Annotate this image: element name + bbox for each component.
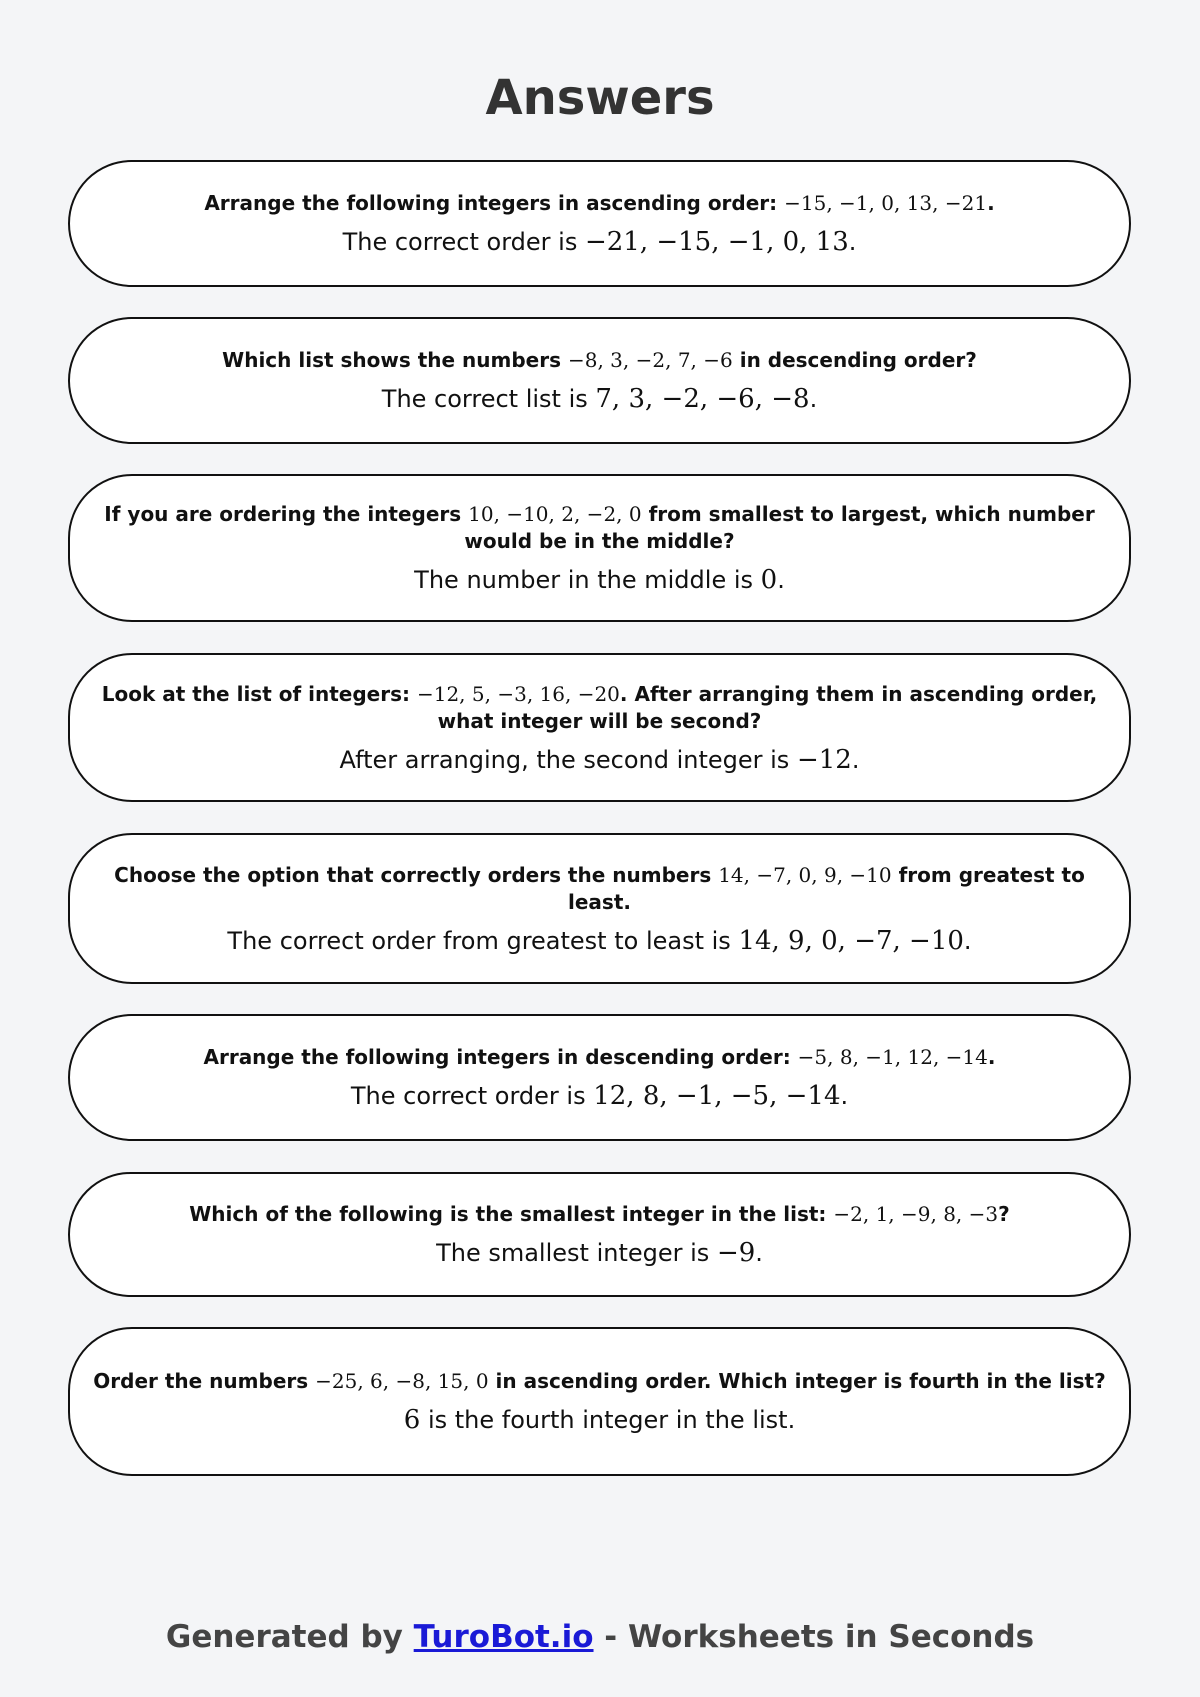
answer-text xyxy=(343,227,857,257)
question-suffix: ? xyxy=(998,1202,1010,1226)
answer-card-3 xyxy=(68,474,1131,622)
answer-text xyxy=(351,1081,848,1111)
footer-prefix: Generated by xyxy=(165,1619,414,1655)
answer-math: 12, 8, −1, −5, −14 xyxy=(593,1081,841,1111)
answer-card-8 xyxy=(68,1327,1131,1476)
question-suffix: in ascending order. Which integer is fourth in the list? xyxy=(488,1369,1106,1393)
answer-prefix: The smallest integer is xyxy=(436,1239,717,1267)
question-prefix: Look at the list of integers: xyxy=(101,681,417,706)
answer-suffix: . xyxy=(809,385,818,413)
answer-prefix: After arranging, the second integer is xyxy=(339,745,797,774)
question-suffix: . After arranging them in ascending order, what integer will be second? xyxy=(437,681,1098,733)
answer-prefix: The correct order from greatest to least is xyxy=(227,926,739,955)
question-suffix: in descending order? xyxy=(732,348,977,372)
question-text xyxy=(92,862,1107,916)
answer-math: 7, 3, −2, −6, −8 xyxy=(595,384,810,414)
answer-card-1 xyxy=(68,160,1131,287)
footer xyxy=(0,1617,1200,1657)
question-text xyxy=(204,190,994,217)
answer-card-5 xyxy=(68,833,1131,984)
question-text xyxy=(92,681,1107,735)
question-prefix: Which of the following is the smallest integer in the list: xyxy=(189,1202,834,1226)
answer-card-4 xyxy=(68,653,1131,802)
answer-math: −21, −15, −1, 0, 13 xyxy=(584,227,849,257)
question-math: −2, 1, −9, 8, −3 xyxy=(833,1202,999,1226)
answer-text xyxy=(340,745,860,775)
answer-suffix: . xyxy=(963,926,972,955)
answer-text xyxy=(382,384,817,414)
footer-suffix: - Worksheets in Seconds xyxy=(593,1619,1035,1655)
question-prefix: Which list shows the numbers xyxy=(222,348,568,372)
question-text xyxy=(222,347,977,374)
answer-math: −9 xyxy=(716,1238,756,1268)
answer-suffix: . xyxy=(777,566,785,594)
answer-prefix: The correct order is xyxy=(350,1082,594,1110)
answer-card-6 xyxy=(68,1014,1131,1141)
answer-prefix: The correct list is xyxy=(381,385,596,413)
question-suffix: . xyxy=(987,191,995,215)
question-math: 10, −10, 2, −2, 0 xyxy=(468,502,642,526)
turobot-link[interactable]: TuroBot.io xyxy=(413,1619,594,1655)
question-prefix: Arrange the following integers in ascending order: xyxy=(204,191,785,215)
answer-text xyxy=(436,1238,763,1268)
answer-suffix: is the fourth integer in the list. xyxy=(420,1406,796,1434)
answer-text xyxy=(404,1405,795,1435)
question-math: 14, −7, 0, 9, −10 xyxy=(718,862,892,887)
question-prefix: Choose the option that correctly orders the numbers xyxy=(114,862,719,887)
answer-suffix: . xyxy=(840,1082,849,1110)
question-math: −8, 3, −2, 7, −6 xyxy=(567,348,733,372)
question-math: −12, 5, −3, 16, −20 xyxy=(416,681,620,706)
answer-math: 14, 9, 0, −7, −10 xyxy=(738,925,964,956)
answer-suffix: . xyxy=(851,745,860,774)
answer-math: −12 xyxy=(796,744,852,775)
question-math: −15, −1, 0, 13, −21 xyxy=(784,191,988,215)
question-suffix: . xyxy=(987,1045,996,1069)
question-text xyxy=(189,1201,1010,1228)
answer-prefix: The correct order is xyxy=(342,228,585,256)
question-math: −25, 6, −8, 15, 0 xyxy=(315,1369,489,1393)
question-suffix: from greatest to least. xyxy=(568,862,1085,914)
question-math: −5, 8, −1, 12, −14 xyxy=(797,1045,988,1069)
answer-text xyxy=(414,565,785,595)
answer-card-2 xyxy=(68,317,1131,444)
answer-suffix: . xyxy=(755,1239,763,1267)
question-prefix: Arrange the following integers in descending order: xyxy=(203,1045,798,1069)
question-text xyxy=(92,501,1107,555)
question-text xyxy=(93,1368,1105,1395)
answer-text xyxy=(227,926,971,956)
question-text xyxy=(203,1044,995,1071)
question-prefix: Order the numbers xyxy=(93,1369,316,1393)
answer-prefix: The number in the middle is xyxy=(414,566,761,594)
question-suffix: from smallest to largest, which number would be in the middle? xyxy=(464,502,1095,553)
answer-math: 0 xyxy=(760,565,778,595)
answer-suffix: . xyxy=(848,228,857,256)
answer-math: 6 xyxy=(403,1405,421,1435)
answer-card-7 xyxy=(68,1172,1131,1297)
question-prefix: If you are ordering the integers xyxy=(104,502,469,526)
page-title: Answers xyxy=(485,70,715,126)
